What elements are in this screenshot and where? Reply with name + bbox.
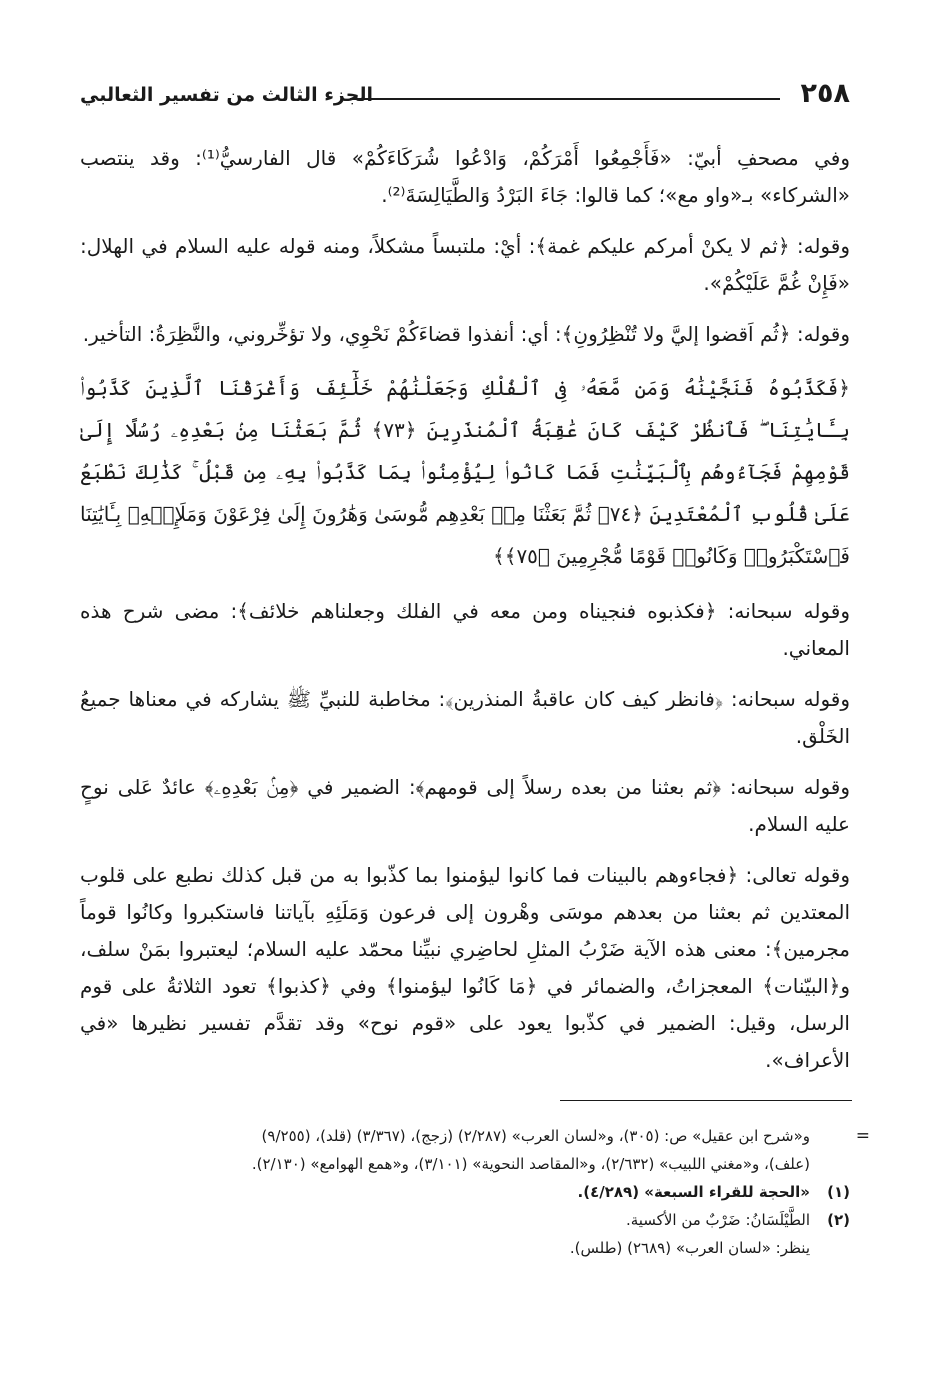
- footnote-text: (علف)، و«مغني اللبيب» (٢/٦٣٢)، و«المقاصد النحوية» (٣/١٠١)، و«همع الهوامع» (٢/١٣٠).: [251, 1155, 810, 1173]
- footnote-1: [80, 1178, 850, 1206]
- footnote-text: و«شرح ابن عقيل» ص: (٣٠٥)، و«لسان العرب» (٢/٢٨٧) (زجج)، (٣/٣٦٧) (قلد)، (٩/٢٥٥): [261, 1127, 810, 1145]
- footnote-continuation-marker: =: [855, 1126, 870, 1146]
- page-header: [80, 78, 850, 118]
- footnote-text: الطَّيْلَسَانُ: ضَرْبٌ من الأكسية.: [625, 1211, 810, 1229]
- footnote-separator: [560, 1100, 852, 1101]
- footnote-2-reference: [80, 1234, 850, 1262]
- paragraph: وقوله سبحانه: ﴿ثم بعثنا من بعده رسلاً إلى قومهم﴾: الضمير في ﴿مِنۢ بَعْدِهِۦ﴾ عائدٌ عَلى نوحٍ عليه السلام.: [80, 775, 850, 836]
- paragraph: وقوله: ﴿ثُم اَقضوا إليَّ ولا تُنْظِرُونِ﴾: أي: أنفذوا قضاءَكُمْ نَحْوِي، ولا تؤخِّروني، والنَّظِرَةُ: التأخير.: [82, 322, 850, 346]
- paragraph: وقوله: ﴿ثم لا يكنْ أمركم عليكم غمة﴾: أيْ: ملتبساً مشكلاً، ومنه قوله عليه السلام في الهلال: «فَإِنْ غُمَّ عَلَيْكُمْ».: [80, 234, 850, 295]
- paragraph: وقوله سبحانه: ﴿فانظر كيف كان عاقبةُ المنذرين﴾: مخاطبة للنبيِّ ﷺ يشاركه في معناها جميعُ الخَلْق.: [80, 687, 850, 748]
- page-number: ٢٥٨: [800, 78, 850, 109]
- running-title: الجزء الثالث من تفسير الثعالبي: [80, 84, 374, 106]
- footnote-continued: [80, 1150, 850, 1178]
- paragraph: وقوله سبحانه: ﴿فكذبوه فنجيناه ومن معه في الفلك وجعلناهم خلائف﴾: مضى شرح هذه المعاني.: [80, 599, 850, 660]
- footnote-2: [80, 1206, 850, 1234]
- footnote-continued: [80, 1122, 870, 1150]
- paragraph: وفي مصحفِ أبيّ: «فَأَجْمِعُوا أَمْرَكُمْ، وَادْعُوا شُرَكَاءَكُمْ» قال الفارسيُّ⁽¹⁾: وقد ينتصب «الشركاء» بـ«واو مع»؛ كما قالوا: جَاءَ البَرْدُ وَالطَّيَالِسَةَ⁽²⁾.: [80, 146, 851, 207]
- quran-verses: ﴿فَكَذَّبُوهُ فَنَجَّيْنَٰهُ وَمَن مَّعَهُۥ فِى ٱلْفُلْكِ وَجَعَلْنَٰهُمْ خَلَٰٓئِفَ وَأَغْرَقْنَا ٱلَّذِينَ كَذَّبُوا۟ بِـَٔايَٰتِنَا ۖ فَٱنظُرْ كَيْفَ كَانَ عَٰقِبَةُ ٱلْمُنذَرِينَ ﴿٧٣﴾ ثُمَّ بَعَثْنَا مِنۢ بَعْدِهِۦ رُسُلًا إِلَىٰ قَوْمِهِمْ فَجَآءُوهُم بِٱلْبَيِّنَٰتِ فَمَا كَانُوا۟ لِيُؤْمِنُوا۟ بِمَا كَذَّبُوا۟ بِهِۦ مِن قَبْلُ ۚ كَذَٰلِكَ نَطْبَعُ عَلَىٰ قُلُوبِ ٱلْمُعْتَدِينَ ﴿٧٤﴾ ثُمَّ بَعَثْنَا مِنۢ بَعْدِهِم مُّوسَىٰ وَهَٰرُونَ إِلَىٰ فِرْعَوْنَ وَمَلَإِي۟هِۦ بِـَٔايَٰتِنَا فَٱسْتَكْبَرُوا۟ وَكَانُوا۟ قَوْمًا مُّجْرِمِينَ ﴿٧٥﴾﴾: [80, 376, 850, 568]
- paragraph: وقوله تعالى: ﴿فجاءوهم بالبينات فما كانوا ليؤمنوا بما كذّبوا به من قبل كذلك نطبع على قلوب المعتدين ثم بعثنا من بعدهم موسَى وهْرون إلى فرعون وَمَلَئِهِ بآياتنا فاستكبروا وكانُوا قوماً مجرمين﴾: معنى هذه الآية ضَرْبُ المثلِ لحاضِري نبيِّنا محمّد عليه السلام؛ ليعتبروا بمَنْ سلف، و﴿البيّنات﴾ المعجزاتُ، والضمائر في ﴿مَا كَانُوا ليؤمنوا﴾ وفي ﴿كذبوا﴾ تعود الثلاثةُ على قوم الرسل، وقيل: الضمير في كذّبوا يعود على «قوم نوح» وقد تقدَّم تفسير نظيرها «في الأعراف».: [80, 863, 850, 1072]
- footnote-text: ينظر: «لسان العرب» (٢٦٨٩) (طلس).: [569, 1239, 810, 1257]
- footnote-text: «الحجة للقراء السبعة» (٤/٢٨٩).: [577, 1183, 810, 1201]
- main-text: [80, 140, 850, 1093]
- footnotes: [80, 1122, 870, 1262]
- footnote-marker: (٢): [827, 1211, 850, 1229]
- footnote-marker: (١): [827, 1183, 850, 1201]
- header-rule: [350, 98, 780, 100]
